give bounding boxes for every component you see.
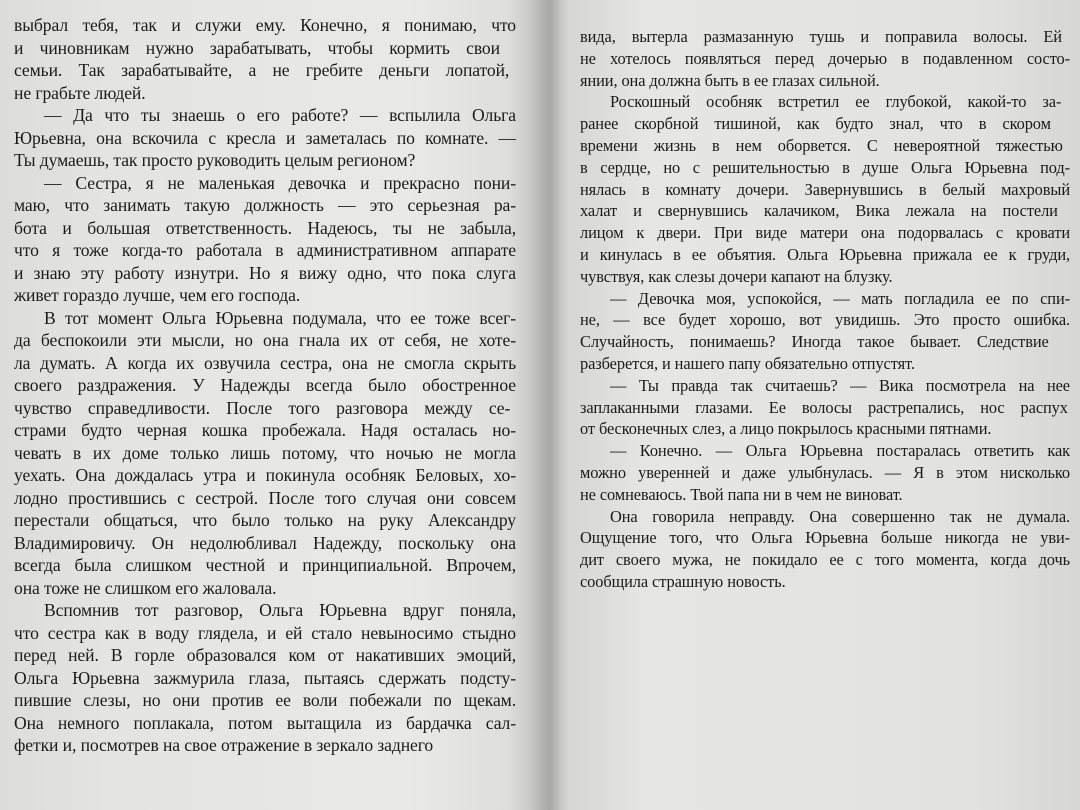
- text-line: фетки и, посмотрев на свое отражение в зеркало заднего: [14, 735, 434, 755]
- text-line: да беспокоили эти мысли, но она гнала их от себя, не хоте-: [14, 330, 516, 350]
- text-line: Юрьевна, она вскочила с кресла и заметалась по комнате. —: [14, 127, 516, 148]
- text-line: маю, что занимать такую должность — это серьезная ра-: [14, 195, 516, 215]
- text-line: янии, она должна быть в ее глазах сильной.: [580, 70, 880, 90]
- text-line: пившие слезы, но они против ее воли побежали по щекам.: [14, 690, 516, 710]
- text-line: семьи. Так зарабатывайте, а не гребите деньги лопатой,: [14, 60, 510, 80]
- text-line: разберется, и нашего папу обязательно отпустят.: [580, 353, 915, 373]
- text-line: всегда была слишком честной и принципиальной. Впрочем,: [14, 555, 516, 575]
- text-line: и знаю эту работу изнутри. Но я вижу одно, что пока слуга: [14, 262, 516, 283]
- text-line: выбрал тебя, так и служи ему. Конечно, я понимаю, что: [14, 15, 516, 35]
- text-line: дит своего мужа, не покидало ее с того момента, когда дочь: [580, 550, 1070, 570]
- text-line: — Конечно. — Ольга Юрьевна постаралась ответить как: [610, 441, 1070, 461]
- text-line: — Да что ты знаешь о его работе? — вспылила Ольга: [44, 105, 516, 125]
- text-line: Она говорила неправду. Она совершенно так не думала.: [610, 506, 1070, 526]
- text-line: бота и большая ответственность. Надеюсь, ты не забыла,: [14, 217, 516, 238]
- text-line: Случайность, понимаешь? Иногда такое бывает. Следствие: [580, 332, 1049, 352]
- text-line: ранее скорбной тишиной, как будто знал, что в скором: [580, 114, 1051, 134]
- text-line: и чиновникам нужно зарабатывать, чтобы кормить свои: [14, 37, 500, 58]
- text-line: лицом к двери. При виде матери она подорвалась с кровати: [580, 223, 1070, 243]
- text-line: Роскошный особняк встретил ее глубокой, какой-то за-: [610, 92, 1062, 112]
- left-page: [14, 14, 516, 757]
- text-line: страми будто черная кошка пробежала. Надя осталась но-: [14, 420, 516, 440]
- text-line: ла думать. А когда их озвучила сестра, она не смогла скрыть: [14, 352, 516, 373]
- text-line: Владимировичу. Он недолюбливал Надежду, поскольку она: [14, 532, 516, 553]
- text-line: и кинулась в ее объятия. Ольга Юрьевна прижала ее к груди,: [580, 244, 1070, 264]
- text-line: живет гораздо лучше, чем его господа.: [14, 285, 301, 305]
- text-line: заплаканными глазами. Ее волосы растрепались, нос распух: [580, 397, 1068, 417]
- text-line: — Сестра, я не маленькая девочка и прекрасно пони-: [44, 172, 516, 193]
- text-line: уехать. Она дождалась утра и покинула особняк Беловых, хо-: [14, 465, 516, 485]
- text-line: что сестра как в воду глядела, и ей стало невыносимо стыдно: [14, 622, 516, 643]
- text-line: времени жизнь в нем оборвется. С невероятной тяжестью: [580, 135, 1063, 155]
- text-line: Ты думаешь, так просто руководить целым регионом?: [14, 150, 416, 170]
- text-line: — Девочка моя, успокойся, — мать погладила ее по спи-: [610, 288, 1070, 308]
- text-line: перестали общаться, что было только на руку Александру: [14, 510, 516, 530]
- text-line: перед ней. В горле образовался ком от накативших эмоций,: [14, 645, 516, 665]
- text-line: Вспомнив тот разговор, Ольга Юрьевна вдруг поняла,: [44, 600, 516, 620]
- text-line: не сомневаюсь. Твой папа ни в чем не виноват.: [580, 484, 903, 504]
- text-line: вида, вытерла размазанную тушь и поправила волосы. Ей: [580, 27, 1062, 46]
- text-line: халат и свернувшись калачиком, Вика лежала на постели: [580, 201, 1058, 221]
- text-line: что я тоже когда-то работала в административном аппарате: [14, 240, 516, 260]
- text-line: она тоже не слишком его жаловала.: [14, 577, 277, 598]
- text-line: чевать в их доме только лишь потому, что ночью не могла: [14, 442, 516, 463]
- text-line: — Ты правда так считаешь? — Вика посмотрела на нее: [610, 375, 1070, 395]
- text-line: чувствуя, как слезы дочери капают на блузку.: [580, 266, 893, 286]
- text-line: сообщила страшную новость.: [580, 571, 786, 591]
- text-line: В тот момент Ольга Юрьевна подумала, что ее тоже всег-: [44, 307, 516, 328]
- text-line: можно уверенней и даже улыбнулась. — Я в этом нисколько: [580, 462, 1070, 482]
- text-line: Ощущение того, что Ольга Юрьевна больше никогда не уви-: [580, 528, 1070, 548]
- text-line: в сердце, но с решительностью в душе Ольга Юрьевна под-: [580, 157, 1070, 177]
- text-line: лодно простившись с сестрой. После того случая они совсем: [14, 487, 516, 508]
- text-line: не, — все будет хорошо, вот увидишь. Это просто ошибка.: [580, 310, 1070, 330]
- text-line: не хотелось появляться перед дочерью в подавленном состо-: [580, 48, 1070, 68]
- text-line: нялась в комнату дочери. Завернувшись в белый махровый: [580, 179, 1070, 199]
- text-line: Ольга Юрьевна зажмурила глаза, пытаясь сдержать подсту-: [14, 667, 516, 688]
- text-line: своего раздражения. У Надежды всегда было обостренное: [14, 375, 516, 395]
- text-line: Она немного поплакала, потом вытащила из бардачка сал-: [14, 712, 516, 733]
- book-spine: [528, 0, 568, 810]
- text-line: чувство справедливости. После того разговора между се-: [14, 397, 511, 418]
- text-line: от бесконечных слез, а лицо покрылось красными пятнами.: [580, 419, 992, 439]
- right-page: [580, 26, 1070, 593]
- text-line: не грабьте людей.: [14, 82, 146, 103]
